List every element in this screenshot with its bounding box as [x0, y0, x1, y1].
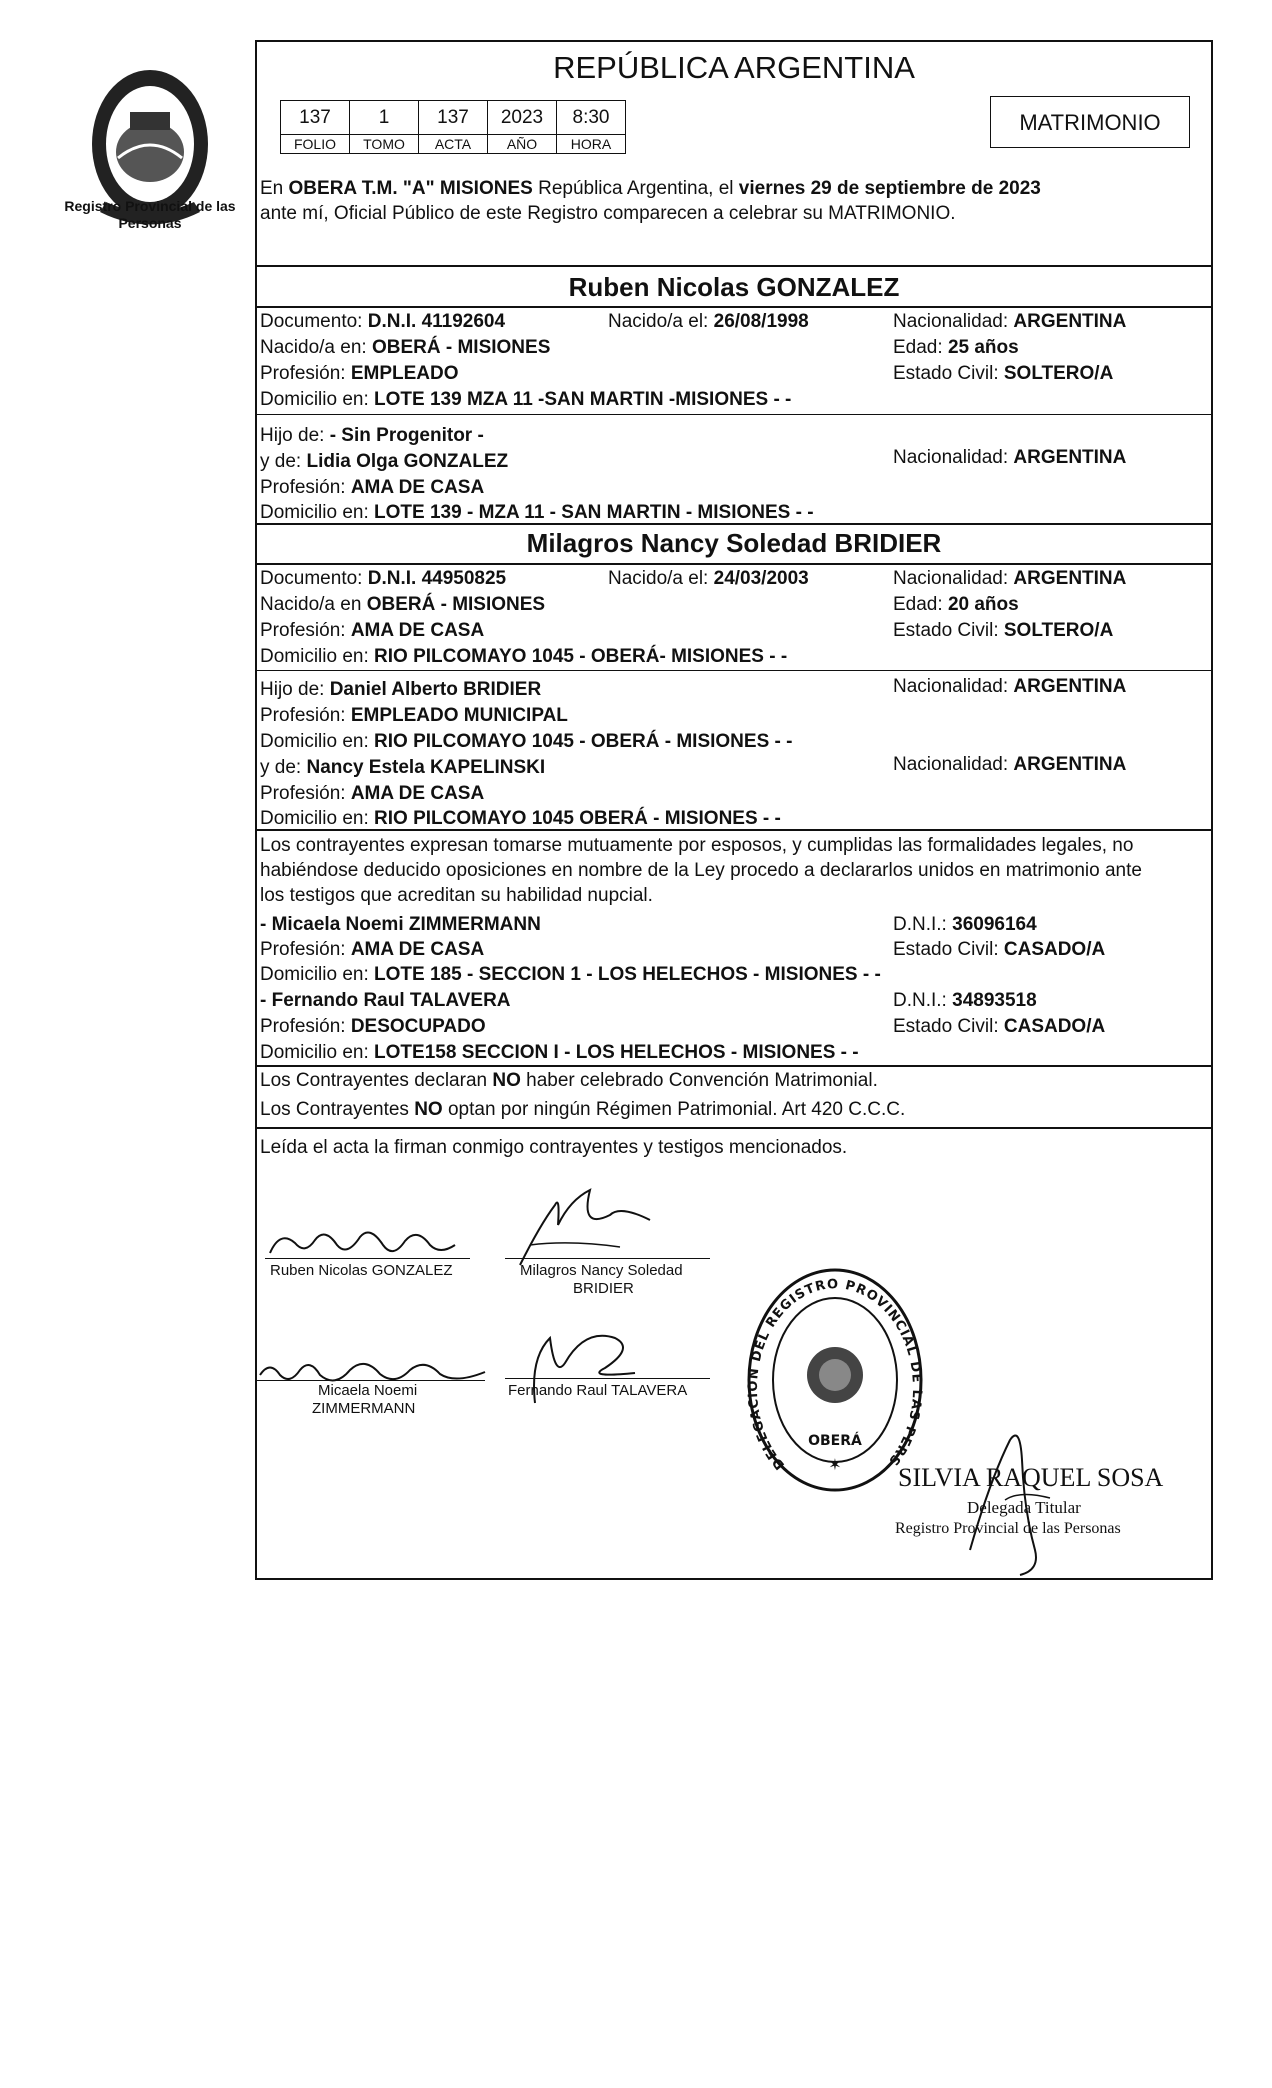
- signature-caption-milagros-2: BRIDIER: [573, 1280, 634, 1297]
- c2-mother-address: Domicilio en: RIO PILCOMAYO 1045 OBERÁ - MISIONES - -: [260, 808, 781, 829]
- signature-line: [265, 1258, 470, 1259]
- c1-parent-2-address: Domicilio en: LOTE 139 - MZA 11 - SAN MARTIN - MISIONES - -: [260, 502, 814, 523]
- signature-line: [505, 1378, 710, 1379]
- c1-age: Edad: 25 años: [893, 337, 1019, 358]
- signature-line: [505, 1258, 710, 1259]
- contrayente-1-name: Ruben Nicolas GONZALEZ: [568, 272, 900, 302]
- intro-line-2: ante mí, Oficial Público de este Registro comparecen a celebrar su MATRIMONIO.: [260, 203, 956, 224]
- seal-star-icon: ✶: [828, 1457, 842, 1474]
- c2-mother: y de: Nancy Estela KAPELINSKI: [260, 757, 546, 778]
- c2-father-nationality: Nacionalidad: ARGENTINA: [893, 676, 1127, 697]
- record-table: [280, 100, 626, 154]
- c2-father: Hijo de: Daniel Alberto BRIDIER: [260, 679, 542, 700]
- c2-doc: Documento: D.N.I. 44950825: [260, 568, 507, 589]
- declaration-line-1: Los contrayentes expresan tomarse mutuamente por esposos, y cumplidas las formalidades legales, no: [260, 835, 1134, 856]
- witness-2-dni: D.N.I.: 34893518: [893, 990, 1037, 1011]
- official-org: Registro Provincial de las Personas: [895, 1520, 1121, 1537]
- c1-parent-2-profession: Profesión: AMA DE CASA: [260, 477, 485, 498]
- c1-born: Nacido/a el: 26/08/1998: [608, 311, 809, 332]
- acta-label: ACTA: [419, 135, 488, 154]
- divider: [255, 563, 1213, 565]
- c2-profession: Profesión: AMA DE CASA: [260, 620, 485, 641]
- witness-2-name: - Fernando Raul TALAVERA: [260, 990, 511, 1011]
- record-type-box: MATRIMONIO: [990, 96, 1190, 148]
- hour-label: HORA: [557, 135, 626, 154]
- declaration-line-2: habiéndose deducido oposiciones en nombre de la Ley procedo a declararlos unidos en matrimonio ante: [260, 860, 1142, 881]
- witness-1-civil-status: Estado Civil: CASADO/A: [893, 939, 1106, 960]
- c2-nationality: Nacionalidad: ARGENTINA: [893, 568, 1127, 589]
- c1-parent-2: y de: Lidia Olga GONZALEZ: [260, 451, 509, 472]
- official-name: SILVIA RAQUEL SOSA: [898, 1463, 1164, 1492]
- c1-doc: Documento: D.N.I. 41192604: [260, 311, 506, 332]
- divider: [255, 523, 1213, 525]
- witness-1-name: - Micaela Noemi ZIMMERMANN: [260, 914, 541, 935]
- registry-seal: [738, 1254, 925, 1495]
- contrayente-2-name: Milagros Nancy Soledad BRIDIER: [526, 528, 942, 558]
- c2-born: Nacido/a el: 24/03/2003: [608, 568, 809, 589]
- signature-caption-micaela-2: ZIMMERMANN: [312, 1400, 416, 1417]
- registry-caption: Registro Provincial de las Personas: [64, 198, 236, 231]
- witness-1-profession: Profesión: AMA DE CASA: [260, 939, 485, 960]
- c2-father-profession: Profesión: EMPLEADO MUNICIPAL: [260, 705, 568, 726]
- c2-address: Domicilio en: RIO PILCOMAYO 1045 - OBERÁ- MISIONES - -: [260, 646, 788, 667]
- witness-1-address: Domicilio en: LOTE 185 - SECCION 1 - LOS HELECHOS - MISIONES - -: [260, 964, 881, 985]
- c1-parent-1: Hijo de: - Sin Progenitor -: [260, 425, 484, 446]
- c2-age: Edad: 20 años: [893, 594, 1019, 615]
- closing-text: Leída el acta la firman conmigo contrayentes y testigos mencionados.: [260, 1137, 848, 1158]
- year-value: 2023: [488, 101, 557, 135]
- tomo-value: 1: [350, 101, 419, 135]
- divider: [255, 265, 1213, 267]
- official-role: Delegada Titular: [967, 1498, 1081, 1517]
- witness-2-civil-status: Estado Civil: CASADO/A: [893, 1016, 1106, 1037]
- folio-label: FOLIO: [281, 135, 350, 154]
- witness-1-dni: D.N.I.: 36096164: [893, 914, 1037, 935]
- c2-birthplace: Nacido/a en OBERÁ - MISIONES: [260, 594, 546, 615]
- tomo-label: TOMO: [350, 135, 419, 154]
- intro-line-1: En OBERA T.M. "A" MISIONES República Argentina, el viernes 29 de septiembre de 2023: [260, 178, 1041, 199]
- c1-civil-status: Estado Civil: SOLTERO/A: [893, 363, 1114, 384]
- year-label: AÑO: [488, 135, 557, 154]
- hour-value: 8:30: [557, 101, 626, 135]
- c1-profession: Profesión: EMPLEADO: [260, 363, 459, 384]
- seal-bottom-text: OBERÁ: [808, 1433, 862, 1449]
- acta-value: 137: [419, 101, 488, 135]
- convention-line-2: Los Contrayentes NO optan por ningún Régimen Patrimonial. Art 420 C.C.C.: [260, 1099, 906, 1120]
- divider: [255, 414, 1213, 415]
- signature-caption-ruben: Ruben Nicolas GONZALEZ: [270, 1262, 453, 1279]
- c1-parent-2-nationality: Nacionalidad: ARGENTINA: [893, 447, 1127, 468]
- witness-2-address: Domicilio en: LOTE158 SECCION I - LOS HELECHOS - MISIONES - -: [260, 1042, 859, 1063]
- folio-value: 137: [281, 101, 350, 135]
- c1-address: Domicilio en: LOTE 139 MZA 11 -SAN MARTIN -MISIONES - -: [260, 389, 792, 410]
- c2-mother-profession: Profesión: AMA DE CASA: [260, 783, 485, 804]
- c1-birthplace: Nacido/a en: OBERÁ - MISIONES: [260, 337, 551, 358]
- divider: [255, 1127, 1213, 1129]
- signature-caption-micaela-1: Micaela Noemi: [318, 1382, 418, 1399]
- divider: [255, 670, 1213, 671]
- c1-nationality: Nacionalidad: ARGENTINA: [893, 311, 1127, 332]
- c2-father-address: Domicilio en: RIO PILCOMAYO 1045 - OBERÁ - MISIONES - -: [260, 731, 793, 752]
- c2-mother-nationality: Nacionalidad: ARGENTINA: [893, 754, 1127, 775]
- divider: [255, 1065, 1213, 1067]
- signature-caption-milagros-1: Milagros Nancy Soledad: [520, 1262, 683, 1279]
- c2-civil-status: Estado Civil: SOLTERO/A: [893, 620, 1114, 641]
- witness-2-profession: Profesión: DESOCUPADO: [260, 1016, 486, 1037]
- convention-line-1: Los Contrayentes declaran NO haber celebrado Convención Matrimonial.: [260, 1070, 878, 1091]
- divider: [255, 306, 1213, 308]
- signature-line: [255, 1380, 485, 1381]
- divider: [255, 829, 1213, 831]
- seal-ring-text: DELEGACION DEL REGISTRO PROVINCIAL DE LAS PERSONAS: [738, 1254, 925, 1473]
- signature-caption-fernando: Fernando Raul TALAVERA: [508, 1382, 688, 1399]
- document-title: REPÚBLICA ARGENTINA: [553, 50, 915, 85]
- declaration-line-3: los testigos que acreditan su habilidad nupcial.: [260, 885, 653, 906]
